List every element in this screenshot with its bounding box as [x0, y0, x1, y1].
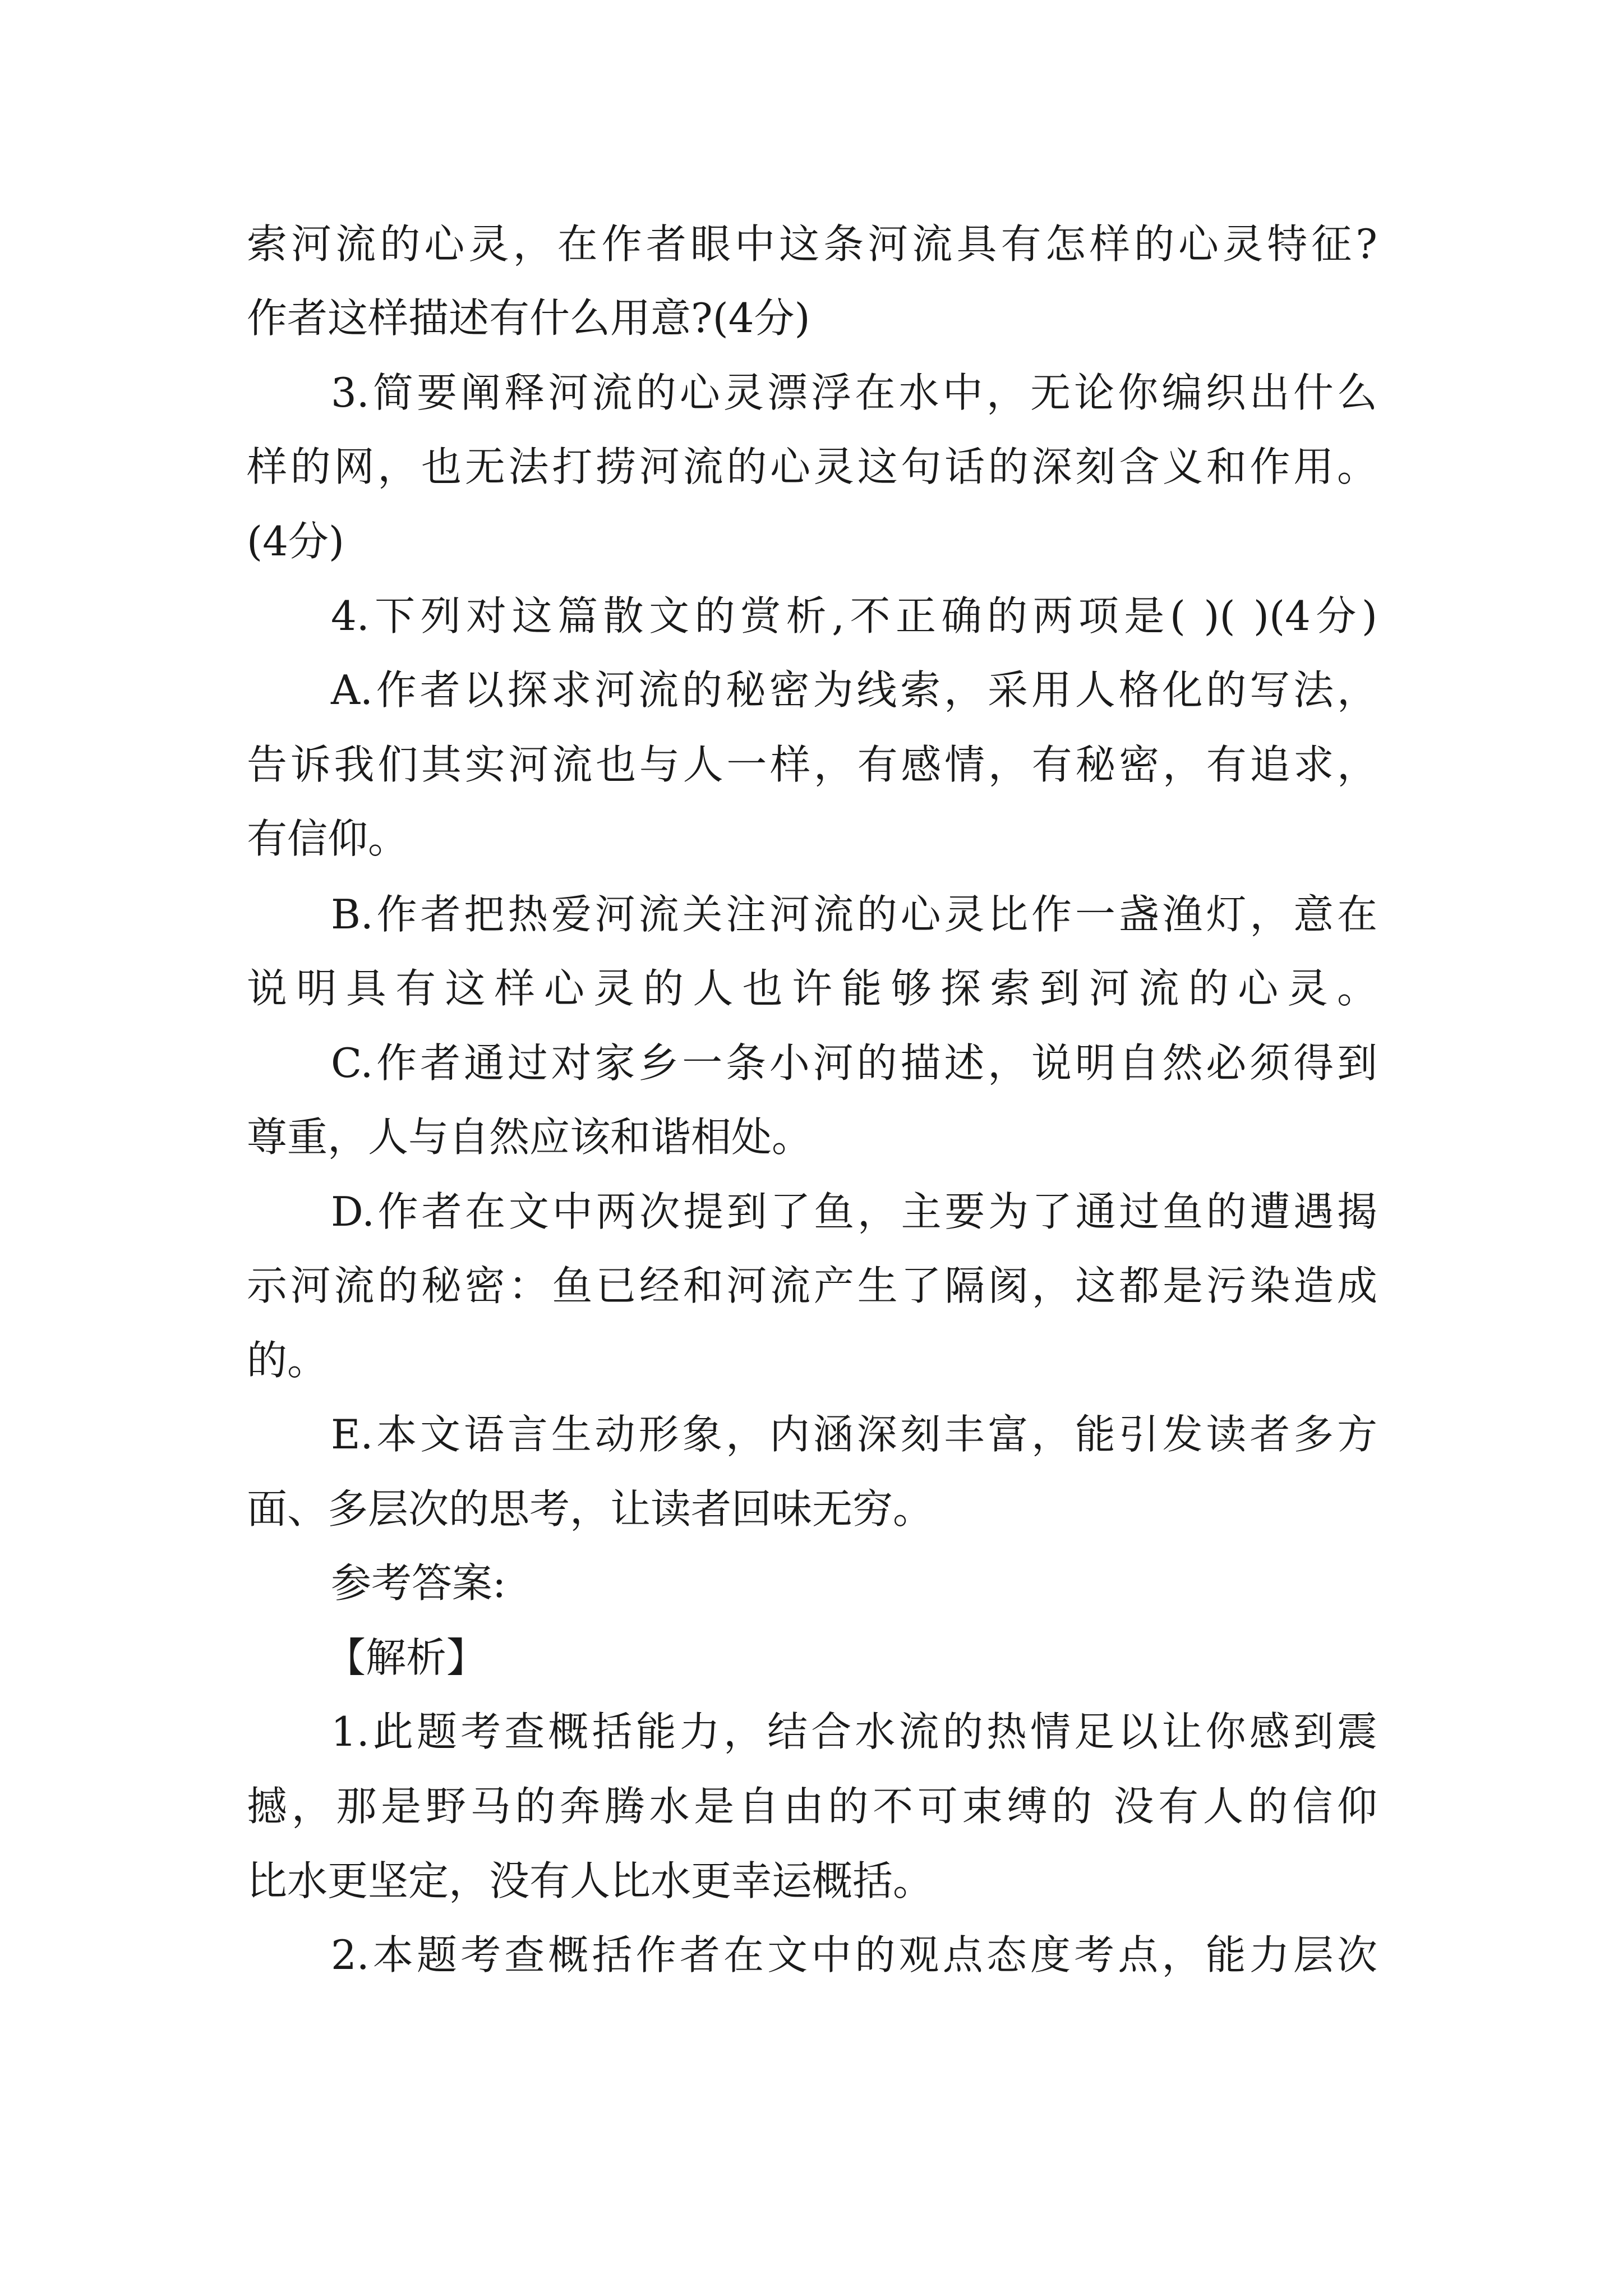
text-line: 作者这样描述有什么用意?(4分)	[247, 295, 810, 342]
text-line: E.本文语言生动形象，内涵深刻丰富，能引发读者多方	[331, 1411, 1377, 1458]
text-line: 3.简要阐释河流的心灵漂浮在水中，无论你编织出什么	[331, 369, 1377, 416]
text-line: 比水更坚定，没有人比水更幸运概括。	[247, 1857, 934, 1904]
text-line: 撼，那是野马的奔腾水是自由的不可束缚的 没有人的信仰	[247, 1783, 1377, 1830]
text-line: 说明具有这样心灵的人也许能够探索到河流的心灵。	[247, 965, 1377, 1012]
text-line: 索河流的心灵，在作者眼中这条河流具有怎样的心灵特征?	[247, 220, 1377, 268]
text-line: 告诉我们其实河流也与人一样，有感情，有秘密，有追求，	[247, 741, 1377, 788]
text-line: 示河流的秘密：鱼已经和河流产生了隔阂，这都是污染造成	[247, 1262, 1377, 1309]
text-line: B.作者把热爱河流关注河流的心灵比作一盏渔灯，意在	[331, 891, 1377, 938]
text-line: 尊重，人与自然应该和谐相处。	[247, 1114, 813, 1161]
text-line: A.作者以探求河流的秘密为线索，采用人格化的写法，	[331, 666, 1377, 714]
text-line: (4分)	[247, 518, 344, 565]
section-header: 【解析】	[325, 1634, 487, 1681]
text-line: C.作者通过对家乡一条小河的描述，说明自然必须得到	[331, 1039, 1377, 1087]
text-line: 有信仰。	[247, 815, 409, 862]
text-line: 参考答案:	[331, 1559, 506, 1607]
text-line: 的。	[247, 1337, 328, 1384]
text-line: D.作者在文中两次提到了鱼，主要为了通过鱼的遭遇揭	[331, 1188, 1377, 1235]
text-line: 4.下列对这篇散文的赏析,不正确的两项是( )( )(4分)	[331, 592, 1377, 639]
text-line: 面、多层次的思考，让读者回味无穷。	[247, 1485, 934, 1533]
text-line: 样的网，也无法打捞河流的心灵这句话的深刻含义和作用。	[247, 443, 1377, 490]
text-line: 2.本题考查概括作者在文中的观点态度考点，能力层次	[331, 1931, 1377, 1978]
text-line: 1.此题考查概括能力，结合水流的热情足以让你感到震	[331, 1708, 1377, 1755]
